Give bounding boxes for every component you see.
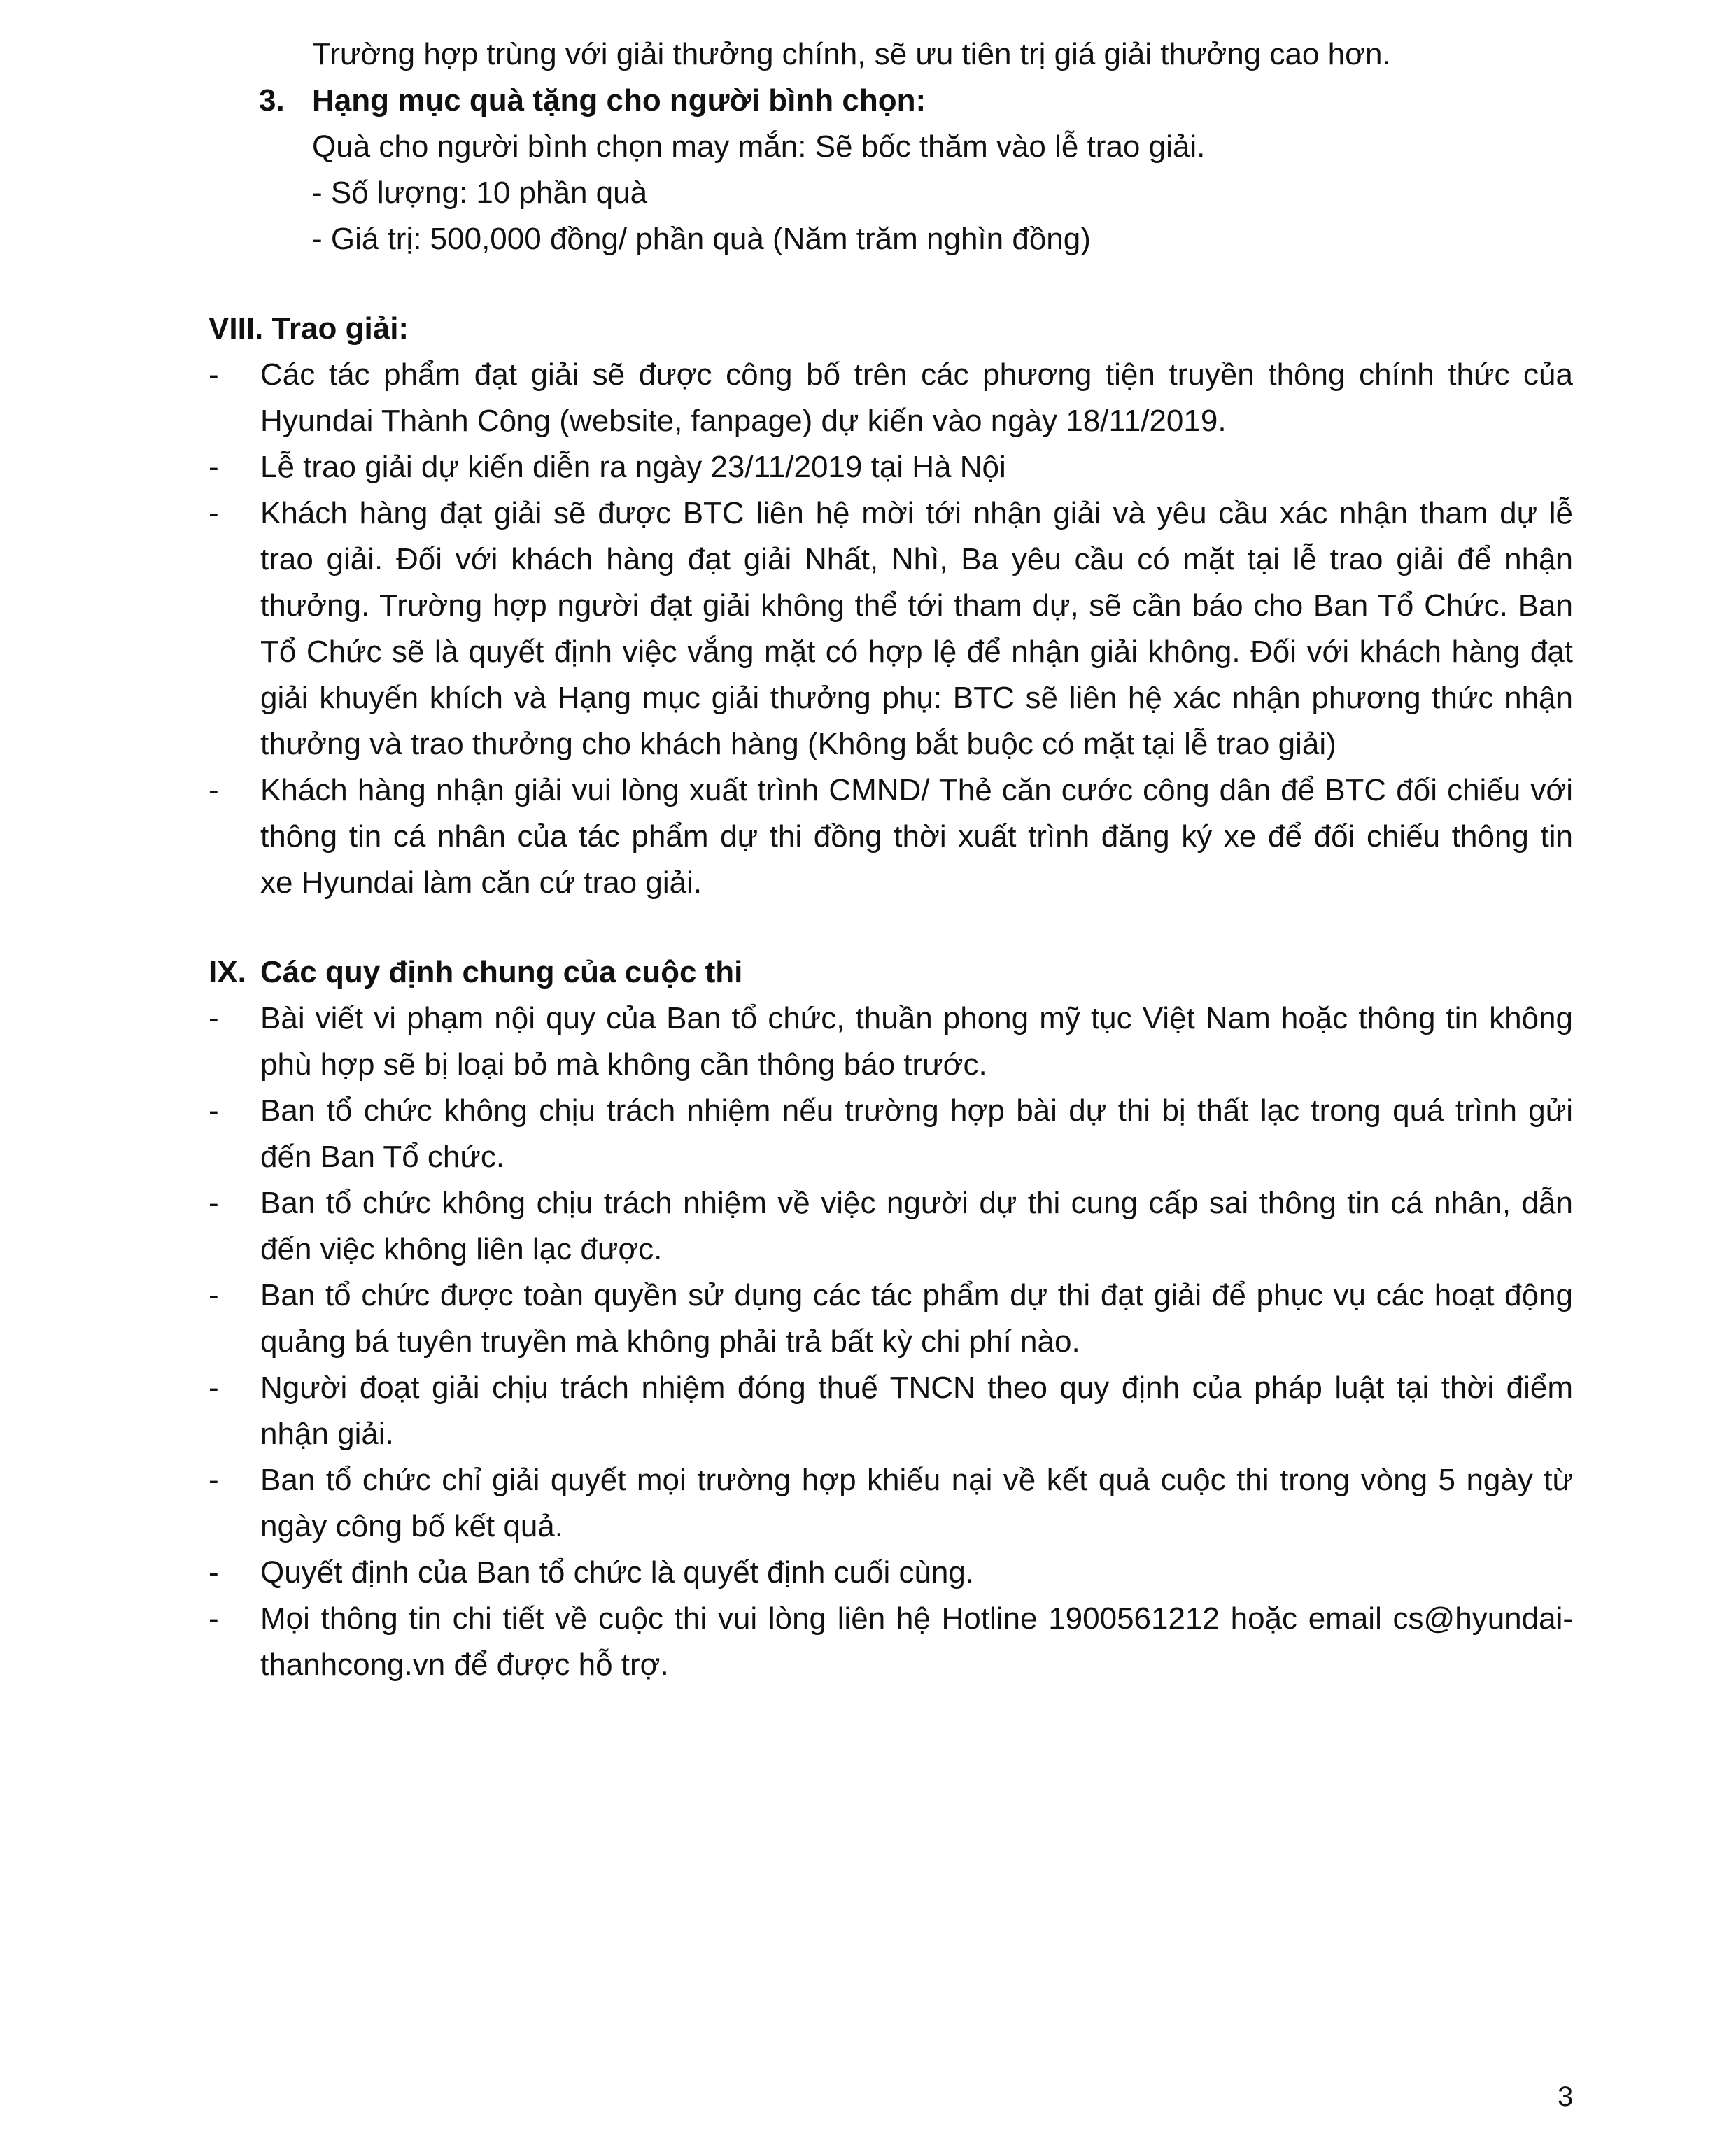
section-viii-line: trao giải. Đối với khách hàng đạt giải Nhất, Nhì, Ba yêu cầu có mặt tại lễ trao giải để nhận	[260, 542, 1573, 576]
section-viii-line: giải khuyến khích và Hạng mục giải thưởng phụ: BTC sẽ liên hệ xác nhận phương thức nhận	[260, 681, 1573, 715]
bullet-dash: -	[209, 1093, 219, 1128]
section-ix-line: nhận giải.	[260, 1417, 394, 1451]
section-ix-line: đến Ban Tổ chức.	[260, 1140, 505, 1174]
bullet-dash: -	[209, 450, 219, 484]
item3-line: - Số lượng: 10 phần quà	[312, 176, 648, 210]
bullet-dash: -	[209, 496, 219, 530]
section-ix-line: Mọi thông tin chi tiết về cuộc thi vui lòng liên hệ Hotline 1900561212 hoặc email cs@hyundai-	[260, 1601, 1573, 1636]
section-ix-number: IX.	[209, 955, 246, 989]
page-number: 3	[1558, 2081, 1574, 2112]
section-viii-line: Khách hàng đạt giải sẽ được BTC liên hệ mời tới nhận giải và yêu cầu xác nhận tham dự lễ	[260, 496, 1573, 530]
section-viii-line: Khách hàng nhận giải vui lòng xuất trình CMND/ Thẻ căn cước công dân để BTC đối chiếu với	[260, 773, 1573, 807]
bullet-dash: -	[209, 1601, 219, 1636]
section-ix-line: Bài viết vi phạm nội quy của Ban tổ chức, thuần phong mỹ tục Việt Nam hoặc thông tin không	[260, 1001, 1573, 1035]
section-viii-line: thưởng. Trường hợp người đạt giải không thể tới tham dự, sẽ cần báo cho Ban Tổ Chức. Ban	[260, 588, 1573, 623]
bullet-dash: -	[209, 1555, 219, 1590]
section-viii-heading: VIII. Trao giải:	[209, 311, 409, 346]
section-viii-line: Các tác phẩm đạt giải sẽ được công bố trên các phương tiện truyền thông chính thức của	[260, 358, 1573, 392]
bullet-dash: -	[209, 773, 219, 807]
bullet-dash: -	[209, 1371, 219, 1405]
item3-line: Quà cho người bình chọn may mắn: Sẽ bốc thăm vào lễ trao giải.	[312, 129, 1206, 164]
bullet-dash: -	[209, 1186, 219, 1220]
section-viii-line: Tổ Chức sẽ là quyết định việc vắng mặt có hợp lệ để nhận giải không. Đối với khách hàng đạt	[260, 635, 1573, 669]
item3-title: Hạng mục quà tặng cho người bình chọn:	[312, 83, 926, 118]
section-ix-line: Ban tổ chức được toàn quyền sử dụng các tác phẩm dự thi đạt giải để phục vụ các hoạt động	[260, 1278, 1573, 1312]
section-ix-line: Ban tổ chức không chịu trách nhiệm nếu trường hợp bài dự thi bị thất lạc trong quá trình gửi	[260, 1093, 1573, 1128]
item3-number: 3.	[259, 83, 285, 118]
section-viii-line: Hyundai Thành Công (website, fanpage) dự kiến vào ngày 18/11/2019.	[260, 404, 1227, 438]
section-ix-line: Quyết định của Ban tổ chức là quyết định cuối cùng.	[260, 1555, 975, 1590]
section-viii-line: xe Hyundai làm căn cứ trao giải.	[260, 865, 703, 900]
section-ix-line: đến việc không liên lạc được.	[260, 1232, 663, 1266]
section-ix-line: Ban tổ chức chỉ giải quyết mọi trường hợp khiếu nại về kết quả cuộc thi trong vòng 5 ngày từ	[260, 1463, 1573, 1497]
section-ix-heading: Các quy định chung của cuộc thi	[260, 955, 743, 989]
section-ix-line: phù hợp sẽ bị loại bỏ mà không cần thông báo trước.	[260, 1047, 987, 1082]
prize-note: Trường hợp trùng với giải thưởng chính, sẽ ưu tiên trị giá giải thưởng cao hơn.	[312, 37, 1391, 71]
item3-line: - Giá trị: 500,000 đồng/ phần quà (Năm trăm nghìn đồng)	[312, 222, 1091, 256]
bullet-dash: -	[209, 1001, 219, 1035]
bullet-dash: -	[209, 1278, 219, 1312]
section-viii-line: Lễ trao giải dự kiến diễn ra ngày 23/11/2019 tại Hà Nội	[260, 450, 1006, 484]
section-ix-line: quảng bá tuyên truyền mà không phải trả bất kỳ chi phí nào.	[260, 1324, 1080, 1359]
section-ix-line: Người đoạt giải chịu trách nhiệm đóng thuế TNCN theo quy định của pháp luật tại thời điểm	[260, 1371, 1573, 1405]
section-ix-line: Ban tổ chức không chịu trách nhiệm về việc người dự thi cung cấp sai thông tin cá nhân, dẫn	[260, 1186, 1573, 1220]
section-ix-line: ngày công bố kết quả.	[260, 1509, 563, 1543]
bullet-dash: -	[209, 358, 219, 392]
section-ix-line: thanhcong.vn để được hỗ trợ.	[260, 1648, 669, 1682]
section-viii-line: thưởng và trao thưởng cho khách hàng (Không bắt buộc có mặt tại lễ trao giải)	[260, 727, 1336, 761]
bullet-dash: -	[209, 1463, 219, 1497]
section-viii-line: thông tin cá nhân của tác phẩm dự thi đồng thời xuất trình đăng ký xe để đối chiếu thông tin	[260, 819, 1573, 854]
